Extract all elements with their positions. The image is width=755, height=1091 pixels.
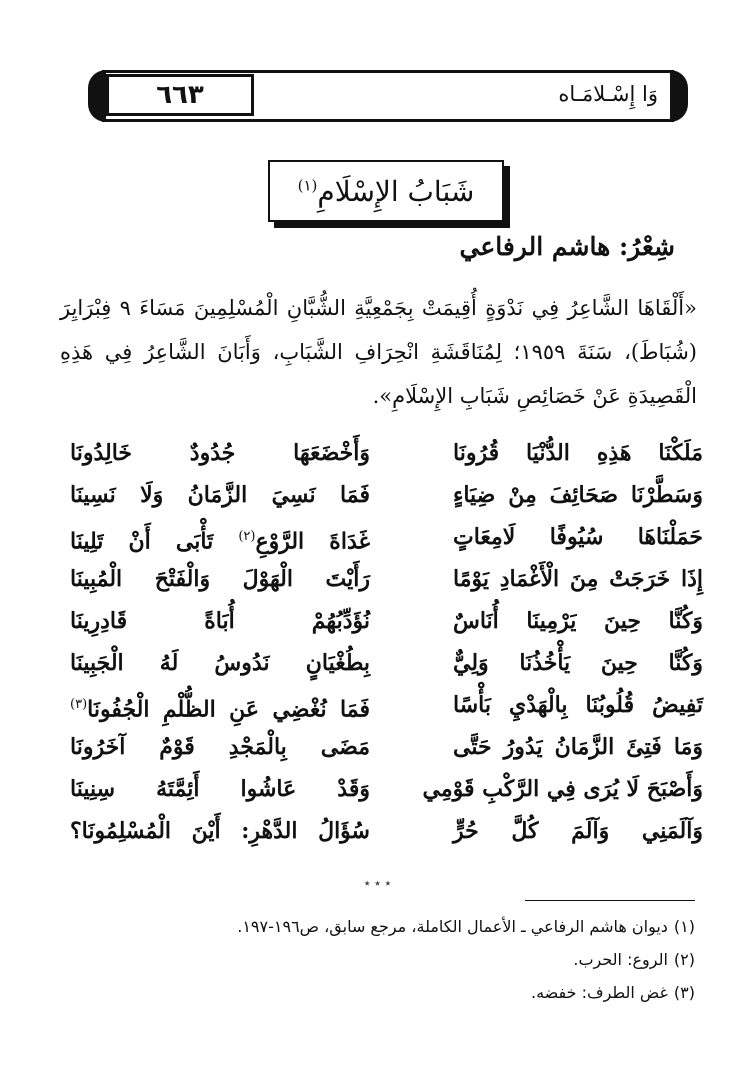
verse-second-hemistich: نُؤَدِّبُهُمْ أُبَاةً قَادِرِينَا — [70, 608, 370, 634]
verse — [70, 810, 703, 852]
section-separator: ٭ ٭ ٭ — [363, 876, 392, 890]
verse-first-hemistich: مَلَكْنَا هَذِهِ الدُّنْيَا قُرُونَا — [453, 440, 703, 466]
verse — [70, 516, 703, 558]
verse-second-hemistich: فَمَا نُغْضِي عَنِ الظُّلْمِ الْجُفُونَا$^{(٣)}$ — [70, 696, 370, 723]
running-title: وَا إِسْـلامَـاه — [558, 82, 658, 106]
verse-second-hemistich: بِطُغْيَانٍ نَدُوسُ لَهُ الْجَبِينَا — [70, 650, 370, 676]
verse — [70, 642, 703, 684]
verse-first-hemistich: وَآلَمَنِي وَآلَمَ كُلَّ حُرٍّ — [453, 818, 703, 844]
verse — [70, 768, 703, 810]
page-number-box — [106, 74, 254, 116]
footnote-ref-2: (٢) — [238, 529, 256, 544]
verse-first-hemistich: إِذَا خَرَجَتْ مِنَ الْأَغْمَادِ يَوْمًا — [453, 566, 703, 592]
verse-second-hemistich: غَدَاةَ الرَّوْعِ$^{(٢)}$ تَأْبَى أَنْ تَلِينَا — [70, 528, 370, 555]
footnote-rule — [525, 900, 695, 901]
verse-second-hemistich: سُؤَالُ الدَّهْرِ: أَيْنَ الْمُسْلِمُونَا؟ — [70, 818, 370, 844]
verse-second-hemistich: وَأَخْضَعَهَا جُدُودٌ خَالِدُونَا — [70, 440, 370, 466]
footnote-ref-3: (٣) — [70, 697, 88, 712]
footnotes — [60, 910, 695, 1009]
verse-second-hemistich: مَضَى بِالْمَجْدِ قَوْمٌ آخَرُونَا — [70, 734, 370, 760]
verse-second-hemistich: وَقَدْ عَاشُوا أَئِمَّتَهُ سِنِينَا — [70, 776, 370, 802]
intro-paragraph: «أَلْقَاهَا الشَّاعِرُ فِي نَدْوَةٍ أُقِيمَتْ بِجَمْعِيَّةِ الشُّبَّانِ الْمُسْلِمِينَ مَسَاءَ ٩ فِبْرَايِرَ (شُبَاطَ)، سَنَةَ ١٩٥٩؛ لِمُنَاقَشَةِ انْحِرَافِ الشَّبَابِ، وَأَبَانَ الشَّاعِرُ فِي هَذِهِ الْقَصِيدَةِ عَنْ خَصَائِصِ شَبَابِ الإِسْلَامِ». — [60, 296, 697, 408]
verse-first-hemistich: تَفِيضُ قُلُوبُنَا بِالْهَدْيِ بَأْسًا — [453, 692, 703, 718]
footnote: (٣)غض الطرف: خفضه. — [530, 983, 695, 1002]
footnote: (٢)الروع: الحرب. — [573, 950, 695, 969]
verse — [70, 432, 703, 474]
verse — [70, 726, 703, 768]
page-number: ٦٦٣ — [156, 80, 204, 110]
poem-body — [70, 432, 703, 852]
verse-second-hemistich: رَأَيْتَ الْهَوْلَ وَالْفَتْحَ الْمُبِينَا — [70, 566, 370, 592]
footnote-ref-1: (١) — [297, 176, 318, 195]
verse — [70, 600, 703, 642]
verse — [70, 684, 703, 726]
verse-first-hemistich: وَأَصْبَحَ لَا يُرَى فِي الرَّكْبِ قَوْمِي — [422, 776, 703, 802]
verse-first-hemistich: وَسَطَّرْنَا صَحَائِفَ مِنْ ضِيَاءٍ — [453, 482, 703, 508]
verse-second-hemistich: فَمَا نَسِيَ الزَّمَانُ وَلَا نَسِينَا — [70, 482, 370, 508]
verse-first-hemistich: حَمَلْنَاهَا سُيُوفًا لَامِعَاتٍ — [453, 524, 703, 550]
poem-title-box — [268, 160, 504, 222]
page-header — [88, 70, 688, 122]
verse-first-hemistich: وَكُنَّا حِينَ يَأْخُذُنَا وَلِيٌّ — [453, 650, 703, 676]
verse — [70, 474, 703, 516]
footnote: (١)ديوان هاشم الرفاعي ـ الأعمال الكاملة، مرجع سابق، ص١٩٦-١٩٧. — [237, 917, 695, 936]
verse — [70, 558, 703, 600]
poem-title: شَبَابُ الإِسْلَامِ — [317, 174, 475, 208]
verse-first-hemistich: وَمَا فَتِئَ الزَّمَانُ يَدُورُ حَتَّى — [453, 734, 703, 760]
verse-first-hemistich: وَكُنَّا حِينَ يَرْمِينَا أُنَاسٌ — [453, 608, 703, 634]
poem-author: شِعْرُ: هاشم الرفاعي — [459, 232, 675, 261]
